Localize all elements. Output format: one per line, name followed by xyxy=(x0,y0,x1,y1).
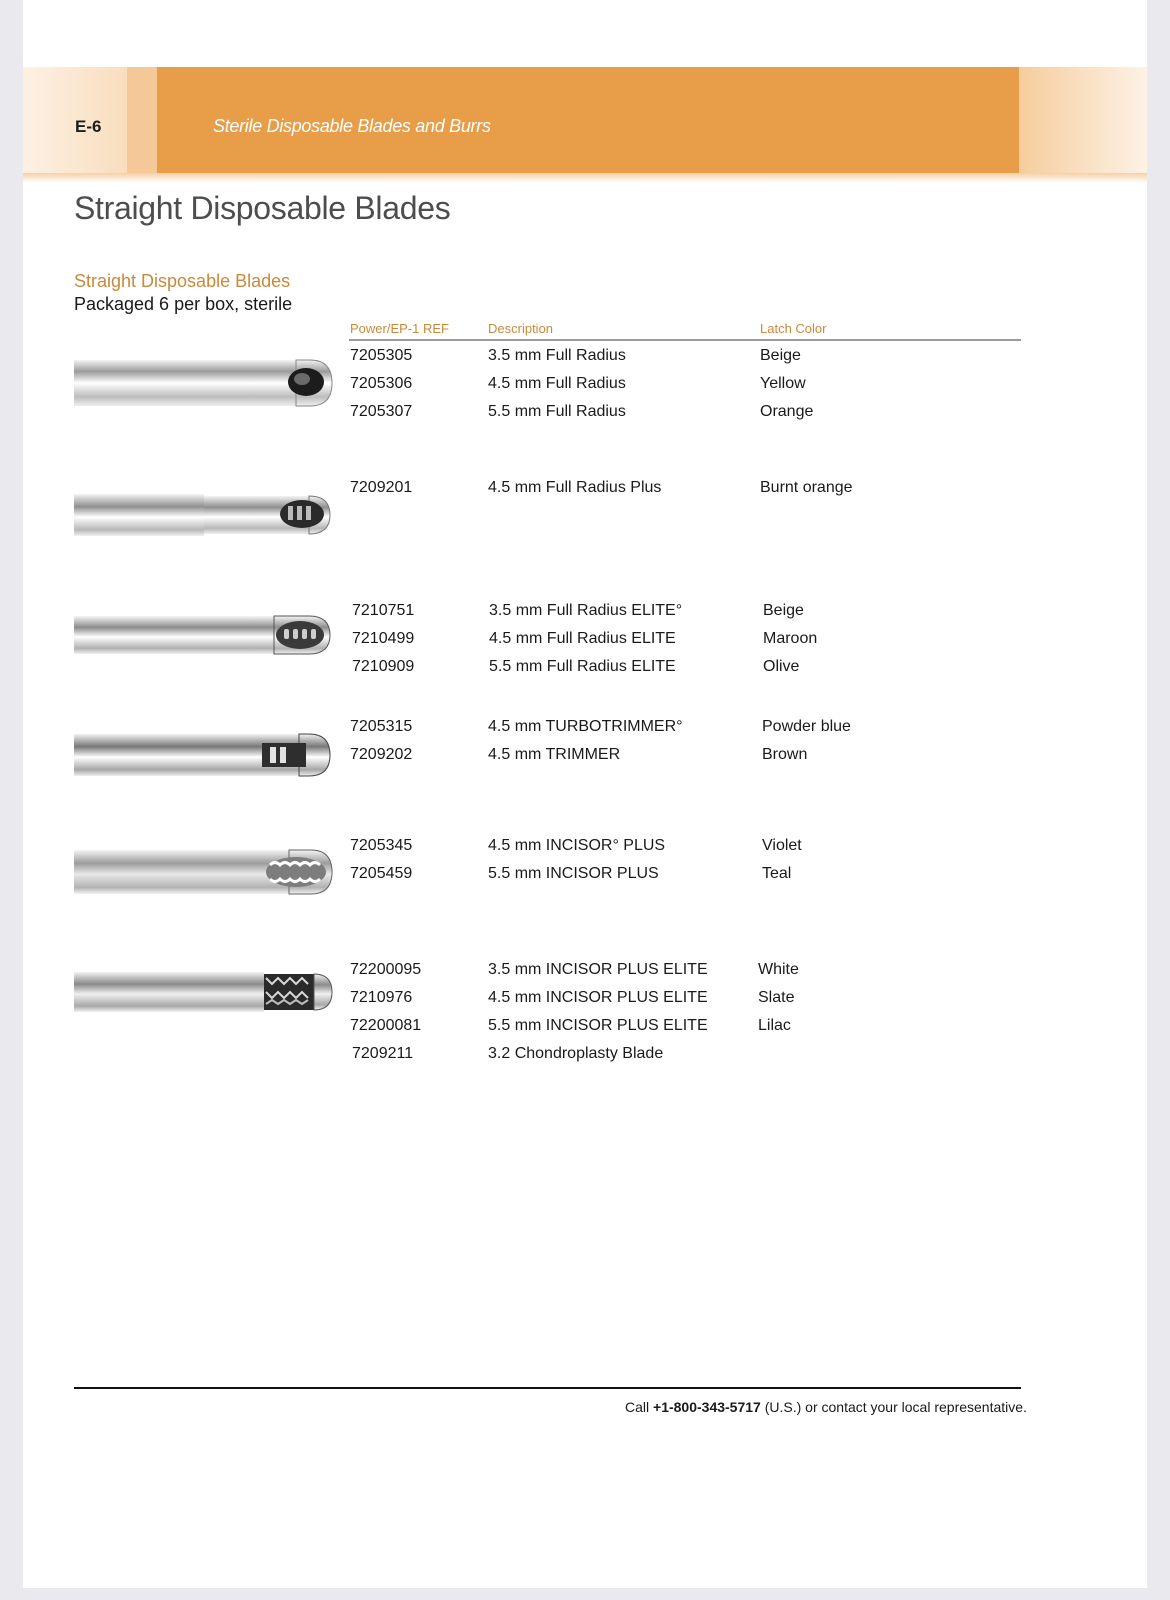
latch-color-cell: Slate xyxy=(758,989,795,1006)
latch-color-cell: Olive xyxy=(763,658,800,675)
section-title: Sterile Disposable Blades and Burrs xyxy=(213,116,491,136)
description-cell: 5.5 mm Full Radius ELITE xyxy=(489,658,676,675)
subsection-title: Straight Disposable Blades xyxy=(74,271,291,291)
description-cell: 4.5 mm Full Radius ELITE xyxy=(489,630,676,647)
ref-cell: 7210976 xyxy=(350,989,413,1006)
full-radius-blade-icon xyxy=(74,352,336,414)
latch-color-cell: Violet xyxy=(762,837,802,854)
ref-cell: 72200081 xyxy=(350,1017,422,1034)
full-radius-plus-blade-icon xyxy=(74,484,336,546)
description-cell: 4.5 mm TURBOTRIMMER° xyxy=(488,718,683,735)
latch-color-cell: Maroon xyxy=(763,630,818,647)
phone-number: +1-800-343-5717 xyxy=(653,1399,761,1415)
ref-cell: 7210751 xyxy=(352,602,415,619)
description-cell: 3.5 mm Full Radius ELITE° xyxy=(489,602,683,619)
footer-contact: Call +1-800-343-5717 (U.S.) or contact your local representative. xyxy=(625,1399,1027,1415)
description-cell: 3.2 Chondroplasty Blade xyxy=(488,1045,664,1062)
ref-cell: 7205306 xyxy=(350,375,413,392)
footer-rule xyxy=(74,1387,1021,1389)
description-cell: 3.5 mm INCISOR PLUS ELITE xyxy=(488,961,708,978)
column-header-latch-color: Latch Color xyxy=(760,321,827,336)
latch-color-cell: Brown xyxy=(762,746,808,763)
ref-cell: 7205315 xyxy=(350,718,413,735)
catalog-page xyxy=(23,0,1147,1588)
full-radius-elite-blade-icon xyxy=(74,604,336,666)
ref-cell: 7205345 xyxy=(350,837,413,854)
latch-color-cell: Yellow xyxy=(760,375,806,392)
subsection-description: Packaged 6 per box, sterile xyxy=(74,294,293,314)
column-header-description: Description xyxy=(488,321,554,336)
column-header-ref: Power/EP-1 REF xyxy=(350,321,449,336)
description-cell: 5.5 mm Full Radius xyxy=(488,403,626,420)
latch-color-cell: Orange xyxy=(760,403,814,420)
ref-cell: 7210909 xyxy=(352,658,415,675)
description-cell: 4.5 mm INCISOR° PLUS xyxy=(488,837,666,854)
description-cell: 4.5 mm TRIMMER xyxy=(488,746,621,763)
trimmer-blade-icon xyxy=(74,724,336,786)
latch-color-cell: White xyxy=(758,961,799,978)
page-title: Straight Disposable Blades xyxy=(74,190,451,226)
latch-color-cell: Beige xyxy=(760,347,801,364)
ref-cell: 7205459 xyxy=(350,865,413,882)
header-rule xyxy=(349,339,1021,341)
latch-color-cell: Powder blue xyxy=(762,718,851,735)
ref-cell: 7205305 xyxy=(350,347,413,364)
ref-cell: 7209202 xyxy=(350,746,413,763)
description-cell: 5.5 mm INCISOR PLUS xyxy=(488,865,659,882)
description-cell: 4.5 mm Full Radius xyxy=(488,375,626,392)
ref-cell: 7210499 xyxy=(352,630,415,647)
header-band xyxy=(23,67,1147,177)
description-cell: 4.5 mm INCISOR PLUS ELITE xyxy=(488,989,708,1006)
latch-color-cell: Teal xyxy=(762,865,792,882)
page-number: E-6 xyxy=(75,117,102,136)
incisor-plus-blade-icon xyxy=(74,840,336,904)
latch-color-cell: Burnt orange xyxy=(760,479,853,496)
latch-color-cell: Beige xyxy=(763,602,804,619)
description-cell: 5.5 mm INCISOR PLUS ELITE xyxy=(488,1017,708,1034)
incisor-plus-elite-blade-icon xyxy=(74,964,336,1020)
ref-cell: 7209201 xyxy=(350,479,413,496)
ref-cell: 72200095 xyxy=(350,961,422,978)
description-cell: 4.5 mm Full Radius Plus xyxy=(488,479,662,496)
description-cell: 3.5 mm Full Radius xyxy=(488,347,626,364)
ref-cell: 7205307 xyxy=(350,403,413,420)
ref-cell: 7209211 xyxy=(352,1045,414,1062)
latch-color-cell: Lilac xyxy=(758,1017,791,1034)
